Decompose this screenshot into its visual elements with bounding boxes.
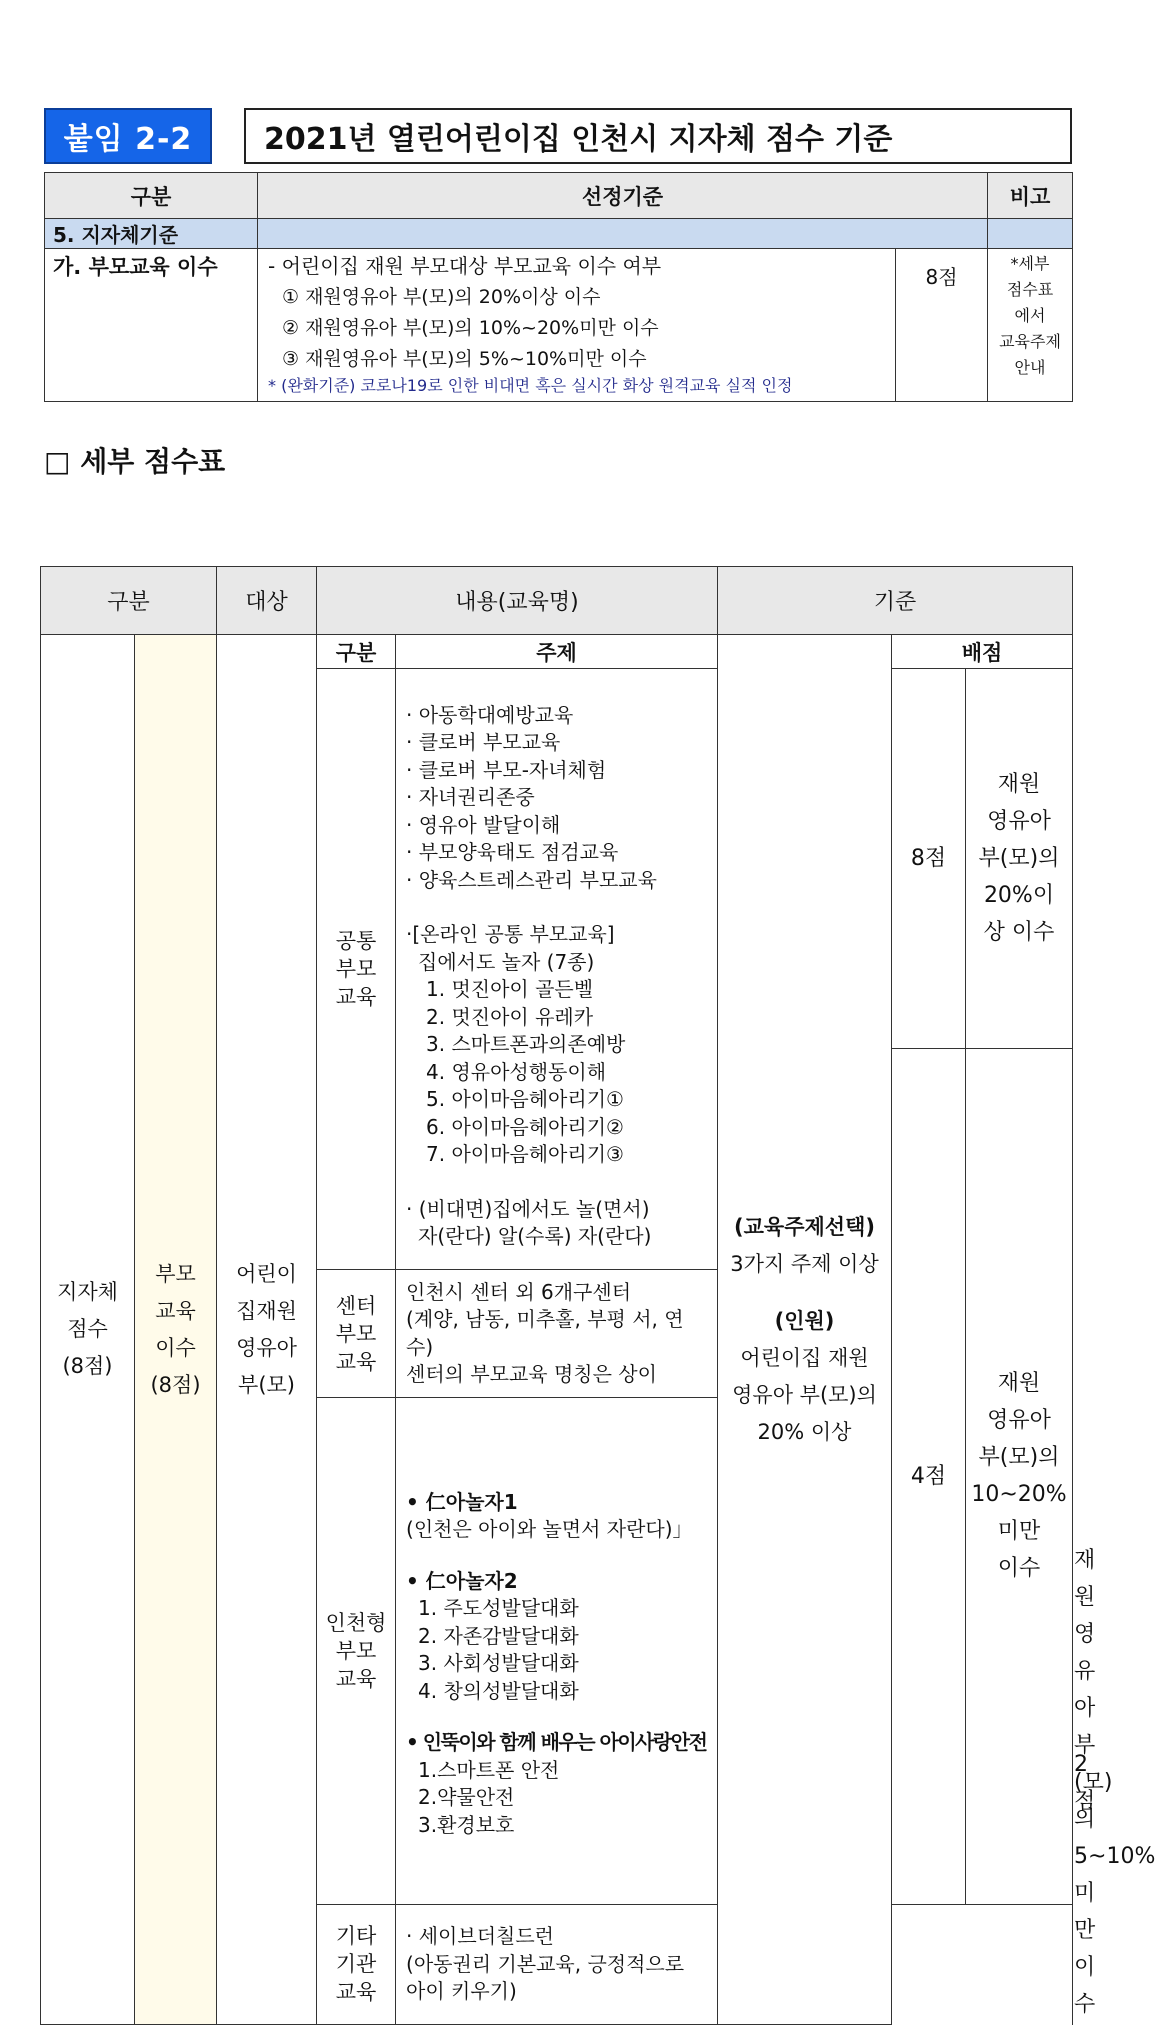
criteria-section: 5. 지자체기준 <box>45 219 258 249</box>
standard-line: 어린이집 재원 <box>740 1345 869 1370</box>
criteria-header-remark: 비고 <box>988 173 1073 219</box>
topic-line: 3. 스마트폰과의존예방 <box>426 1032 626 1056</box>
standard-line: (인원) <box>774 1308 835 1333</box>
topic-line: (계양, 남동, 미추홀, 부평 서, 연수) <box>406 1307 684 1359</box>
group-name-line: 인천형 <box>325 1610 387 1635</box>
topic-gap <box>406 1169 707 1196</box>
group-name-line: 기타 <box>335 1924 377 1949</box>
group-name-line: 센터 <box>335 1293 377 1318</box>
topic-line: 집에서도 놀자 (7종) <box>418 949 595 974</box>
target-line: 영유아 <box>236 1335 297 1360</box>
header-target: 대상 <box>217 567 317 635</box>
topic-gap <box>406 1544 707 1568</box>
criteria-remark <box>988 249 1073 402</box>
category-local-score <box>41 635 135 2025</box>
remark-line: 교육주제 <box>999 332 1061 351</box>
category-line: 점수 <box>67 1317 108 1341</box>
header-content: 내용(교육명) <box>317 567 718 635</box>
score-points: 4점 <box>892 1049 966 1905</box>
category-line: (8점) <box>150 1372 201 1397</box>
remark-line: *세부 <box>1010 254 1050 273</box>
topic-line: · (비대면)집에서도 놀(면서) <box>406 1196 650 1221</box>
score-desc-line: 부(모)의 <box>978 1445 1060 1471</box>
topic-gap <box>406 1705 707 1729</box>
topic-line: 아이 키우기) <box>406 1979 517 2004</box>
remark-line: 에서 <box>1014 306 1046 325</box>
attachment-badge: 붙임 2-2 <box>44 108 212 164</box>
score-points: 8점 <box>892 669 966 1049</box>
score-desc-line: 재원 <box>997 1371 1041 1397</box>
group-name-line: 교육 <box>335 1980 377 2005</box>
standard-line: 20% 이상 <box>757 1419 852 1444</box>
sub-header-topic: 주제 <box>396 635 718 669</box>
standard-line: 영유아 부(모)의 <box>732 1382 877 1407</box>
criteria-item: ③ 재원영유아 부(모)의 5%~10%미만 이수 <box>282 348 647 370</box>
sub-header-allocation: 배점 <box>892 635 1073 669</box>
criteria-main: - 어린이집 재원 부모대상 부모교육 이수 여부 <box>268 254 662 278</box>
criteria-item: ② 재원영유아 부(모)의 10%~20%미만 이수 <box>282 317 659 339</box>
score-desc-line: 부(모)의 <box>978 846 1060 871</box>
topic-line: 3.환경보호 <box>418 1812 515 1837</box>
group-name-center <box>317 1270 396 1398</box>
criteria-header-category: 구분 <box>45 173 258 219</box>
category-line: 이수 <box>155 1335 196 1360</box>
section-title: □ 세부 점수표 <box>44 445 226 478</box>
score-desc-line: 미만 <box>997 1519 1041 1545</box>
score-desc-line: 재원 <box>997 772 1041 797</box>
topic-line: · 영유아 발달이해 <box>406 812 561 837</box>
topic-line: 센터의 부모교육 명칭은 상이 <box>406 1362 657 1386</box>
standard-cell <box>718 635 892 2025</box>
group-name-line: 교육 <box>335 1666 377 1691</box>
topic-line: • 仁아놀자2 <box>406 1568 518 1593</box>
remark-line: 점수표 <box>1006 280 1054 299</box>
topic-line: 4. 영유아성행동이해 <box>426 1059 607 1084</box>
topic-line: ·[온라인 공통 부모교육] <box>406 922 615 946</box>
standard-line: (교육주제선택) <box>734 1214 875 1239</box>
topic-line: (인천은 아이와 놀면서 자란다)」 <box>406 1517 693 1542</box>
topic-line: · 클로버 부모교육 <box>406 730 561 754</box>
topic-line: · 아동학대예방교육 <box>406 702 574 727</box>
sub-header-category: 구분 <box>317 635 396 669</box>
topic-line: · 부모양육태도 점검교육 <box>406 840 619 864</box>
score-desc-line: 영유아 <box>987 1408 1051 1434</box>
target-line: 집재원 <box>236 1298 297 1323</box>
header-category: 구분 <box>41 567 217 635</box>
score-desc <box>966 669 1073 1049</box>
topic-line: • 仁아놀자1 <box>406 1489 518 1514</box>
topic-line: · 자녀권리존중 <box>406 785 535 809</box>
topic-line: 7. 아이마음헤아리기③ <box>426 1142 624 1166</box>
category-line: 부모 <box>155 1261 196 1286</box>
criteria-row-label: 가. 부모교육 이수 <box>45 249 258 402</box>
topic-other <box>396 1904 718 2024</box>
topic-line: 1. 주도성발달대화 <box>418 1596 579 1621</box>
topic-line: 5. 아이마음헤아리기① <box>426 1087 624 1111</box>
category-line: 교육 <box>155 1298 196 1323</box>
topic-line: · 양육스트레스관리 부모교육 <box>406 867 657 892</box>
score-desc-line: 상 이수 <box>983 920 1055 945</box>
page-title: 2021년 열린어린이집 인천시 지자체 점수 기준 <box>244 108 1072 164</box>
topic-line: 6. 아이마음헤아리기② <box>426 1114 624 1139</box>
score-desc-line: 10~20% <box>971 1482 1067 1508</box>
criteria-points: 8점 <box>896 249 988 402</box>
group-name-line: 부모 <box>335 1321 377 1346</box>
header-standard: 기준 <box>718 567 1073 635</box>
score-desc-line: 20%이 <box>983 883 1055 908</box>
criteria-content <box>258 249 896 402</box>
group-name-other <box>317 1904 396 2024</box>
criteria-section-fill-remark <box>988 219 1073 249</box>
score-desc-line: 이수 <box>997 1556 1041 1582</box>
topic-line: 1. 멋진아이 골든벨 <box>426 977 594 1001</box>
topic-line: 인천시 센터 외 6개구센터 <box>406 1279 632 1304</box>
topic-line: 자(란다) 알(수록) 자(란다) <box>418 1224 652 1248</box>
topic-line: 2. 자존감발달대화 <box>418 1623 579 1648</box>
target-cell <box>217 635 317 2025</box>
remark-line: 안내 <box>1014 358 1046 377</box>
score-desc-line: 영유아 <box>987 809 1051 834</box>
standard-gap <box>719 1283 890 1303</box>
group-name-line: 공통 <box>335 929 377 953</box>
score-desc <box>966 1049 1073 1905</box>
topic-line: 3. 사회성발달대화 <box>418 1651 579 1676</box>
target-line: 어린이 <box>236 1261 297 1286</box>
group-name-line: 부모 <box>335 1638 377 1663</box>
target-line: 부(모) <box>238 1372 295 1397</box>
standard-line: 3가지 주제 이상 <box>730 1251 879 1276</box>
topic-line: 2. 멋진아이 유레카 <box>426 1004 594 1029</box>
topic-center <box>396 1270 718 1398</box>
group-name-line: 기관 <box>335 1952 377 1977</box>
topic-line: 2.약물안전 <box>418 1785 515 1810</box>
group-name-line: 교육 <box>335 1349 377 1374</box>
topic-common <box>396 669 718 1270</box>
category-line: 지자체 <box>57 1280 118 1304</box>
topic-gap <box>406 894 707 921</box>
topic-line: · 세이브더칠드런 <box>406 1924 554 1949</box>
topic-line: 4. 창의성발달대화 <box>418 1678 579 1703</box>
topic-line: 1.스마트폰 안전 <box>418 1757 560 1782</box>
topic-line: • 인뚝이와 함께 배우는 아이사랑안전 <box>406 1730 707 1755</box>
criteria-item: ① 재원영유아 부(모)의 20%이상 이수 <box>282 286 601 308</box>
topic-incheon <box>396 1398 718 1905</box>
criteria-table <box>44 172 1073 402</box>
group-name-line: 교육 <box>335 985 377 1009</box>
group-name-common <box>317 669 396 1270</box>
group-name-line: 부모 <box>335 957 377 981</box>
criteria-section-fill <box>258 219 988 249</box>
criteria-header-criteria: 선정기준 <box>258 173 988 219</box>
category-parent-education <box>135 635 217 2025</box>
topic-line: (아동권리 기본교육, 긍정적으로 <box>406 1951 685 1976</box>
topic-line: · 클로버 부모-자녀체험 <box>406 757 607 782</box>
group-name-incheon <box>317 1398 396 1905</box>
detail-score-table: 구분 대상 내용(교육명) 기준 지자체 점수 (8점) 부모 교육 이수 (8점) 어린이 집재원 영유아 부(모) 구분 주제 (교육주제선택) 3가지 주제 이상 (인원) 어린이집 재원 영유아 부(모)의 20% 이상 배점 공통 부모 교육 · 아동학대예방교육 · 클로버 부모교육 · 클로버 부모-자녀체험 · 자녀권리존중 · 영유아 발달이해 · 부모양육태도 점검교육 · 양육스트레스관리 부모교육 ·[온라인 공통 부모교육] 집에서도 놀자 (7종) 1. 멋진아이 골든벨 2. 멋진아이 유레카 3. 스마트폰과의존예방 4. 영유아성행동이해 5. 아이마음헤아리기① 6. 아이마음헤아리기② 7. 아이마음헤아리기③ · (비대면)집에서도 놀(면서) 자(란다) 알(수록) 자(란다) 8점 재원 영유아 부(모)의 20%이 상 이수 4점 재원 영유아 부(모)의 10~20% 미만 이수 센터 부모 교육 인천시 센터 외 6개구센터 (계양, 남동, 미추홀, 부평 서, 연수) 센터의 부모교육 명칭은 상이 인천형 부모 교육 • 仁아놀자1 (인천은 아이와 놀면서 자란다)」 • 仁아놀자2 1. 주도성발달대화 2. 자존감발달대화 3. 사회성발달대화 4. 창의성발달대화 • 인뚝이와 함께 배우는 아이사랑안전 1.스마트폰 안전 2.약물안전 3.환경보호 2점 재원 영유아 부(모)의 5~10% 미만 이수 기타 기관 교육 · 세이브더칠드런 (아동권리 기본교육, 긍정적으로 아이 키우기) <box>40 566 1073 2025</box>
category-line: (8점) <box>62 1354 113 1378</box>
criteria-note: * (완화기준) 코로나19로 인한 비대면 혹은 실시간 화상 원격교육 실적 인정 <box>268 376 793 395</box>
